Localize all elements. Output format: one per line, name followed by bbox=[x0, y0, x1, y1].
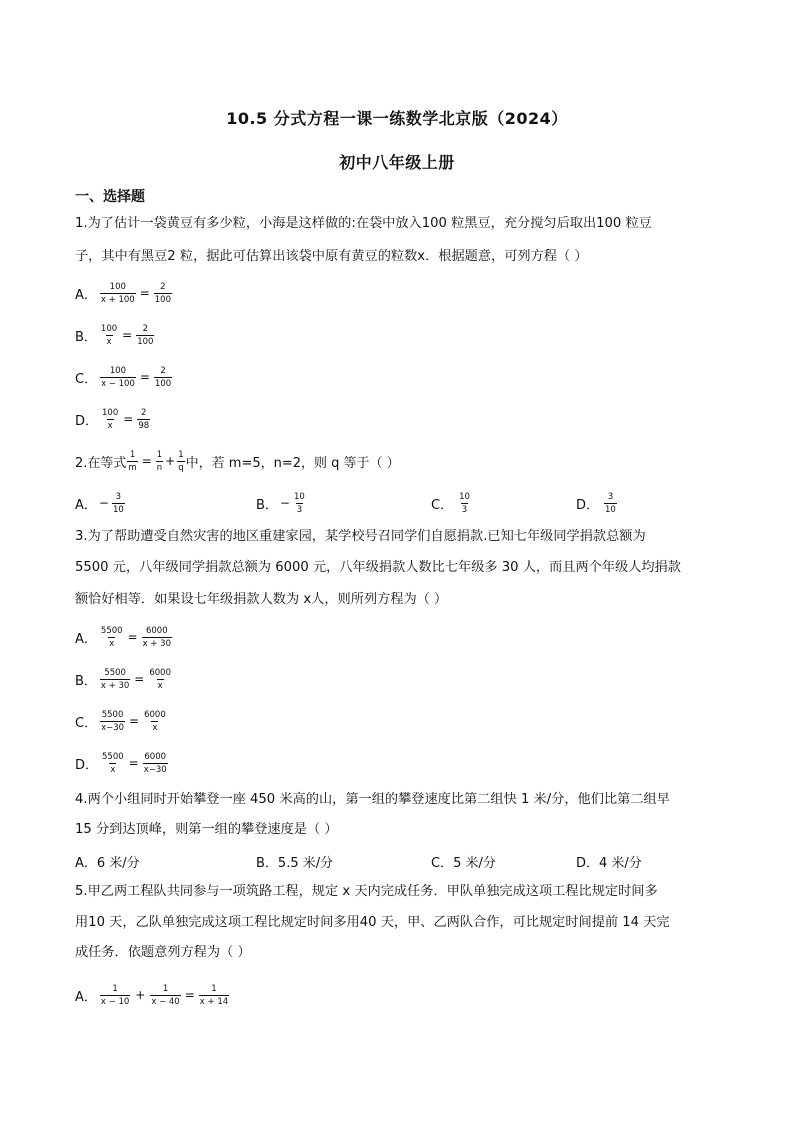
q3-text-line2: 5500 元，八年级同学捐款总额为 6000 元，八年级捐款人数比七年级多 30 人，而且两个年级人均捐款 bbox=[75, 560, 681, 575]
option-label: A． bbox=[75, 287, 97, 303]
fraction: $\frac{2}{100}$ bbox=[154, 281, 171, 305]
fraction: $\frac{100}{x + 100}$ bbox=[100, 281, 135, 305]
page-subtitle: 初中八年级上册 bbox=[339, 153, 455, 172]
fraction: $\frac{2}{98}$ bbox=[138, 407, 150, 431]
option-label: B． bbox=[75, 329, 97, 345]
q2-text: 2.在等式 $\frac{1}{m}$ = $\frac{1}{n}$ + $\frac{1}{q}$ 中，若 m=5，n=2，则 q 等于（ ） bbox=[75, 449, 400, 473]
fraction: $\frac{1}{x - 40}$ bbox=[151, 983, 180, 1007]
q2-option-b[interactable]: B． − $\frac{10}{3}$ bbox=[256, 491, 305, 515]
q1-option-c[interactable]: C． $\frac{100}{x - 100}$ = $\frac{2}{100}$ bbox=[75, 365, 172, 389]
fraction: $\frac{5500}{x-30}$ bbox=[101, 709, 125, 733]
fraction: $\frac{1}{n}$ bbox=[156, 449, 163, 473]
fraction: $\frac{6000}{x}$ bbox=[144, 709, 166, 733]
q4-options-row bbox=[75, 846, 725, 876]
page-title: 10.5 分式方程一课一练数学北京版（2024） bbox=[226, 109, 568, 128]
option-label: C． bbox=[75, 371, 98, 387]
q3-option-c[interactable]: C． $\frac{5500}{x-30}$ = $\frac{6000}{x}$ bbox=[75, 709, 166, 733]
q1-text-line1: 1.为了估计一袋黄豆有多少粒，小海是这样做的:在袋中放入100 粒黑豆，充分搅匀后取出100 粒豆 bbox=[75, 216, 652, 231]
fraction: $\frac{100}{x}$ bbox=[100, 323, 118, 347]
q2-option-d[interactable]: D． $\frac{3}{10}$ bbox=[576, 491, 616, 515]
fraction: $\frac{2}{100}$ bbox=[137, 323, 154, 347]
fraction: $\frac{5500}{x}$ bbox=[102, 751, 124, 775]
fraction: $\frac{6000}{x + 30}$ bbox=[142, 625, 171, 649]
q2-options-row bbox=[75, 488, 725, 518]
q5-text-line2: 用10 天，乙队单独完成这项工程比规定时间多用40 天，甲、乙两队合作，可比规定时间提前 14 天完 bbox=[75, 915, 670, 930]
section-heading: 一、选择题 bbox=[75, 189, 145, 205]
q3-text-line1: 3.为了帮助遭受自然灾害的地区重建家园，某学校号召同学们自愿捐款.已知七年级同学捐款总额为 bbox=[75, 529, 646, 544]
q2-option-a[interactable]: A． − $\frac{3}{10}$ bbox=[75, 491, 124, 515]
fraction: $\frac{6000}{x}$ bbox=[149, 667, 171, 691]
q4-option-d[interactable]: D．4 米/分 bbox=[576, 855, 642, 871]
fraction: $\frac{5500}{x + 30}$ bbox=[100, 667, 130, 691]
fraction: $\frac{1}{m}$ bbox=[128, 449, 137, 473]
q1-option-a[interactable]: A． $\frac{100}{x + 100}$ = $\frac{2}{100}$ bbox=[75, 281, 171, 305]
fraction: $\frac{6000}{x-30}$ bbox=[143, 751, 167, 775]
q1-text-line2: 子，其中有黑豆2 粒，据此可估算出该袋中原有黄豆的粒数x．根据题意，可列方程（ ） bbox=[75, 249, 588, 264]
q4-text-line1: 4.两个小组同时开始攀登一座 450 米高的山，第一组的攀登速度比第二组快 1 米/分，他们比第二组早 bbox=[75, 792, 670, 807]
fraction: $\frac{3}{10}$ bbox=[605, 491, 616, 515]
option-label: D． bbox=[75, 413, 99, 429]
fraction: $\frac{3}{10}$ bbox=[112, 491, 124, 515]
q4-text-line2: 15 分到达顶峰，则第一组的攀登速度是（ ） bbox=[75, 822, 338, 837]
fraction: $\frac{100}{x}$ bbox=[102, 407, 119, 431]
q4-option-c[interactable]: C．5 米/分 bbox=[431, 855, 496, 871]
q3-option-b[interactable]: B． $\frac{5500}{x + 30}$ = $\frac{6000}{x}$ bbox=[75, 667, 171, 691]
fraction: $\frac{1}{x + 14}$ bbox=[199, 983, 229, 1007]
q5-option-a[interactable]: A． $\frac{1}{x - 10}$ + $\frac{1}{x - 40}$ = $\frac{1}{x + 14}$ bbox=[75, 983, 229, 1007]
fraction: $\frac{10}{3}$ bbox=[459, 491, 470, 515]
q3-text-line3: 额恰好相等．如果设七年级捐款人数为 x人，则所列方程为（ ） bbox=[75, 592, 448, 607]
fraction: $\frac{100}{x - 100}$ bbox=[101, 365, 135, 389]
q1-option-d[interactable]: D． $\frac{100}{x}$ = $\frac{2}{98}$ bbox=[75, 407, 150, 431]
q1-option-b[interactable]: B． $\frac{100}{x}$ = $\frac{2}{100}$ bbox=[75, 323, 154, 347]
fraction: $\frac{10}{3}$ bbox=[293, 491, 305, 515]
q5-text-line1: 5.甲乙两工程队共同参与一项筑路工程，规定 x 天内完成任务．甲队单独完成这项工程比规定时间多 bbox=[75, 884, 658, 899]
fraction: $\frac{1}{x - 10}$ bbox=[100, 983, 130, 1007]
fraction: $\frac{5500}{x}$ bbox=[100, 625, 123, 649]
fraction: $\frac{1}{q}$ bbox=[178, 449, 184, 473]
q3-option-d[interactable]: D． $\frac{5500}{x}$ = $\frac{6000}{x-30}$ bbox=[75, 751, 167, 775]
q3-option-a[interactable]: A． $\frac{5500}{x}$ = $\frac{6000}{x + 30}$ bbox=[75, 625, 171, 649]
q5-text-line3: 成任务．依题意列方程为（ ） bbox=[75, 945, 251, 960]
fraction: $\frac{2}{100}$ bbox=[154, 365, 172, 389]
q4-option-b[interactable]: B．5.5 米/分 bbox=[256, 855, 334, 871]
q4-option-a[interactable]: A．6 米/分 bbox=[75, 855, 140, 871]
q2-option-c[interactable]: C． $\frac{10}{3}$ bbox=[431, 491, 470, 515]
